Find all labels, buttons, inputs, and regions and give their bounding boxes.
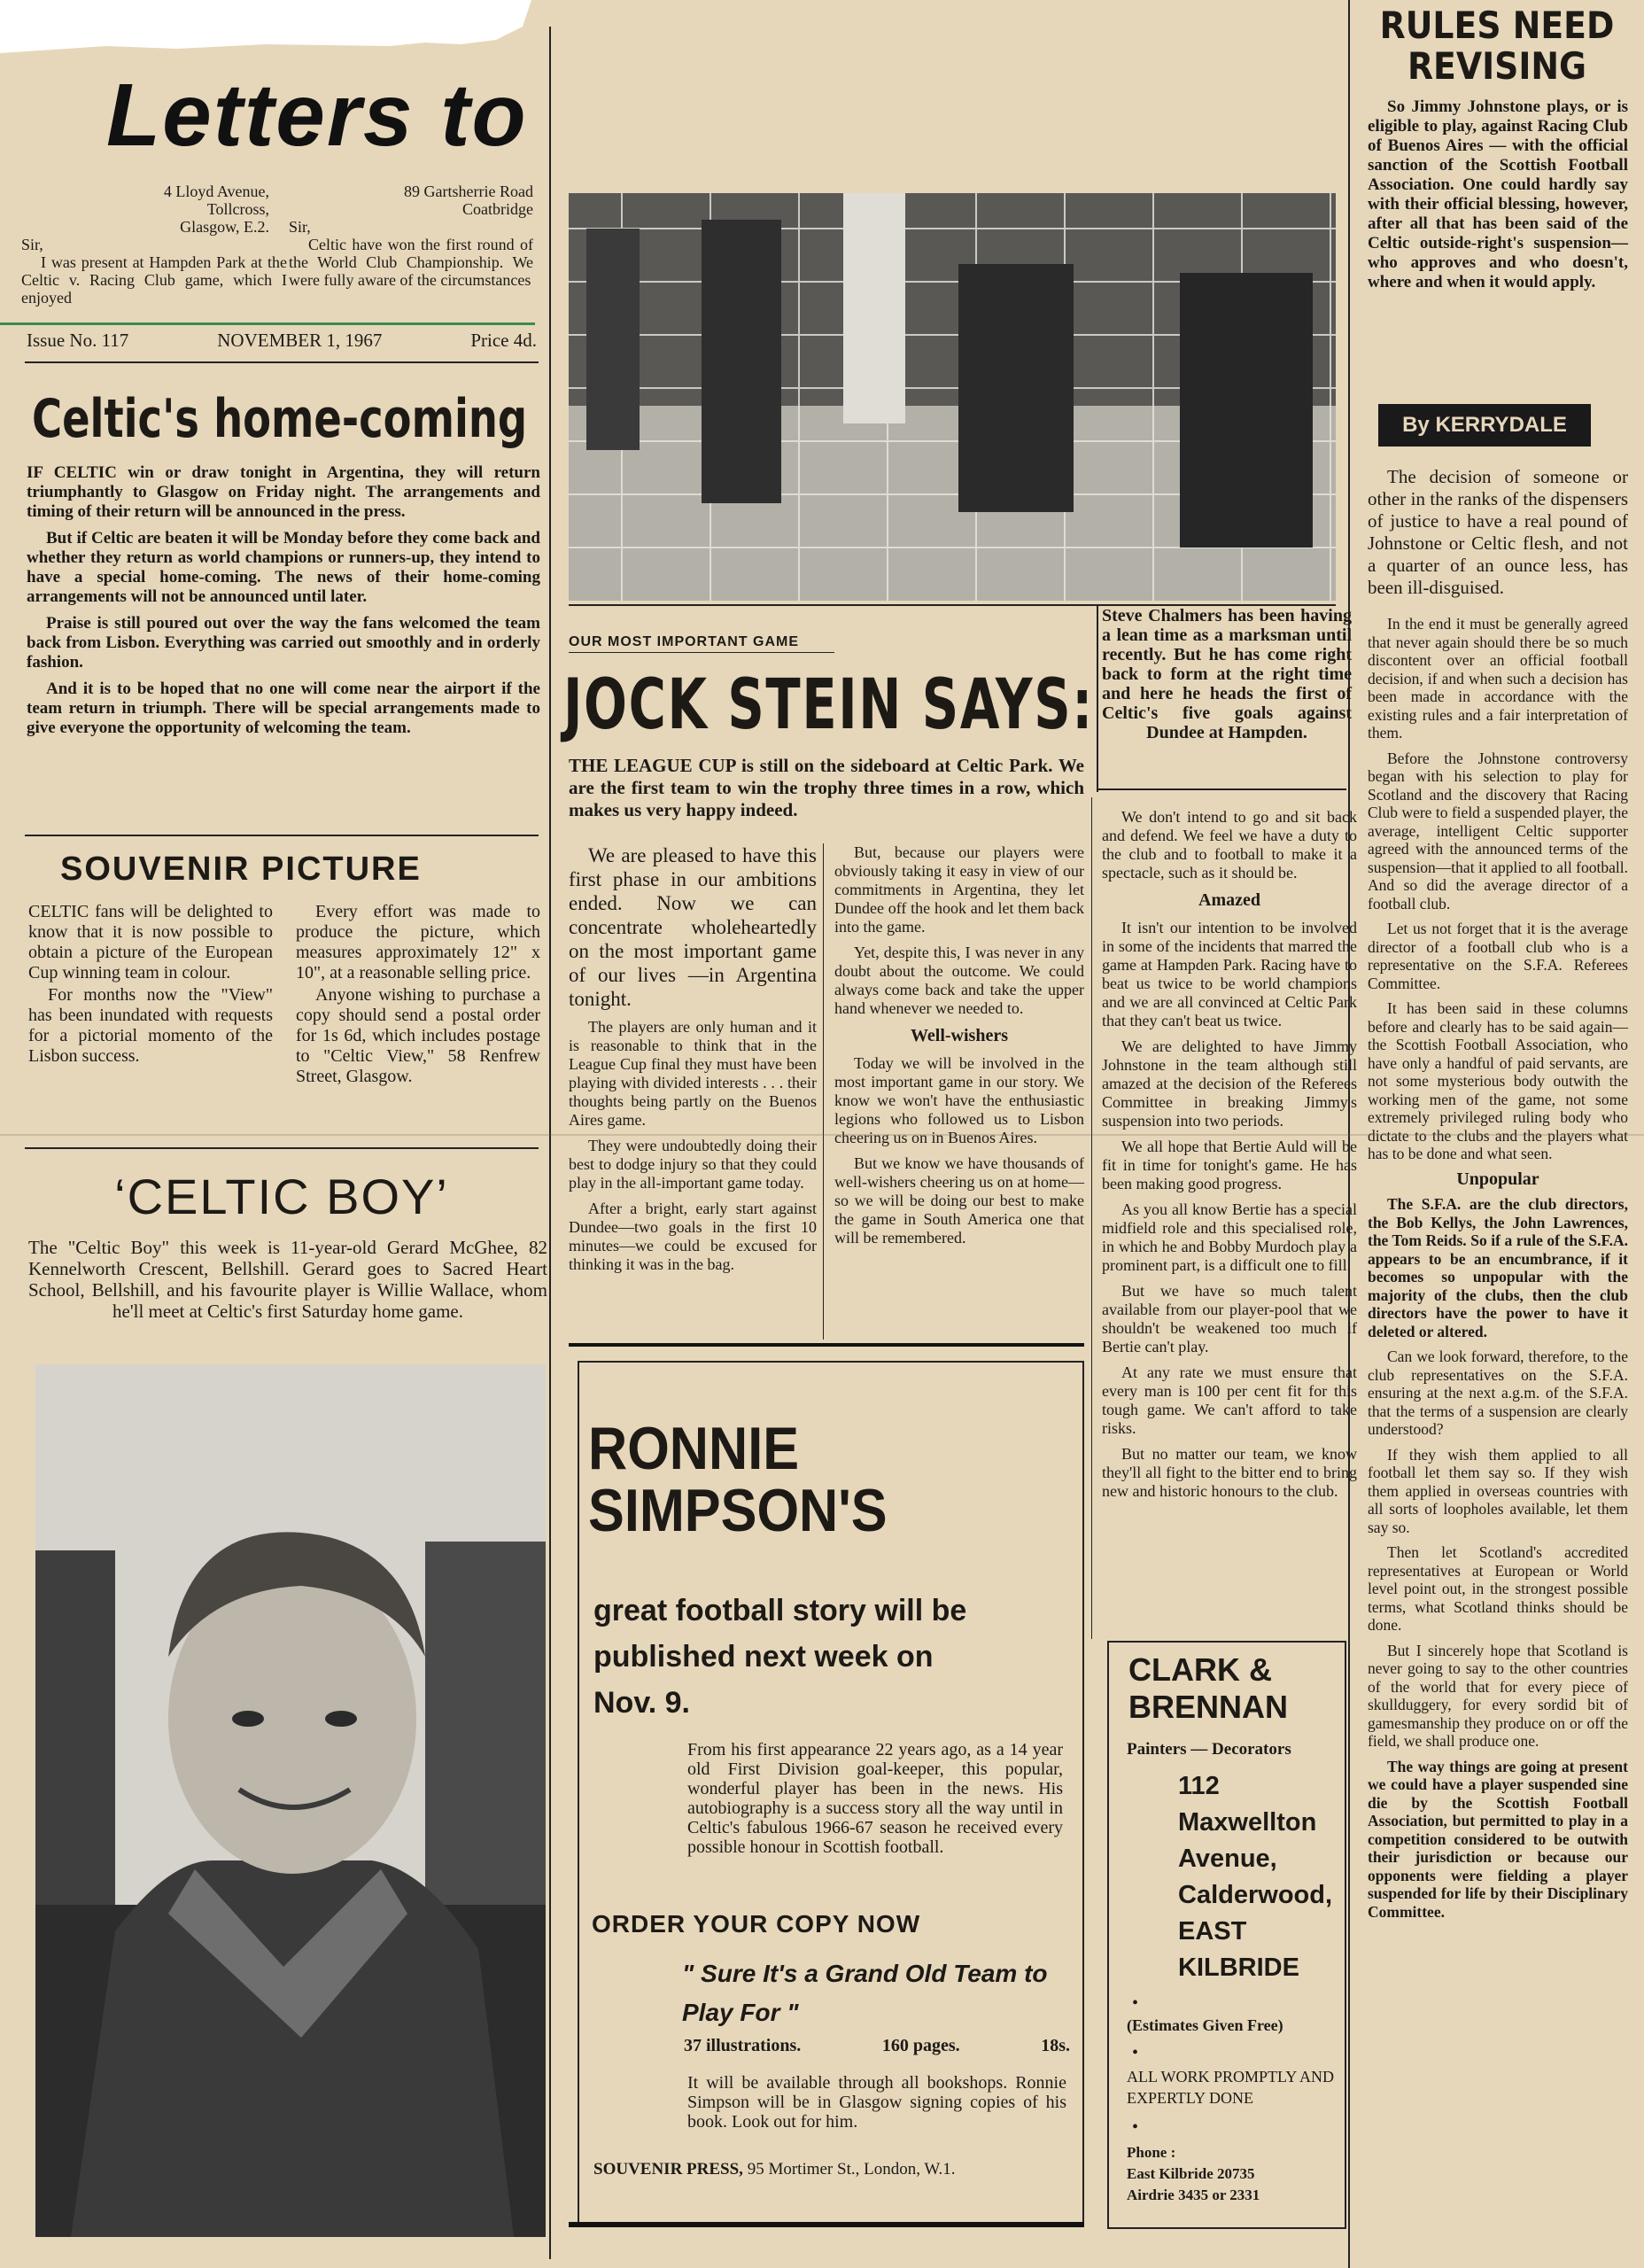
stein-paragraph: But, because our players were obviously taking it easy in view of our commitments in Argentina, they let Dundee off the hook and let them back into the game.	[834, 843, 1084, 936]
issue-price: Price 4d.	[470, 330, 537, 351]
rules-paragraph: Let us not forget that it is the average director of a football club who is a representative on the S.F.A. Referees Committee.	[1368, 920, 1628, 992]
rules-lead	[1368, 97, 1628, 299]
clark-ad-estimates: (Estimates Given Free)	[1127, 2016, 1283, 2034]
rules-paragraph: In the end it must be generally agreed that never again should there be so much discontent over an official football decision, if and when such a decision has been made in accordance with the existing rules and a fair interpretation of them.	[1368, 615, 1628, 742]
souvenir-col-1	[28, 902, 273, 1074]
souvenir-paragraph: CELTIC fans will be delighted to know that it is now possible to obtain a picture of the European Cup winning team in colour.	[28, 902, 273, 983]
clark-ad-promise: ALL WORK PROMPTLY AND EXPERTLY DONE	[1127, 2068, 1335, 2107]
masthead-title: Letters to	[106, 66, 528, 165]
simpson-ad-body: From his first appearance 22 years ago, as a 14 year old First Division goal-keeper, this popular, wonderful player has been in the news. His autobiography is a success story all the way until in Celtic's fabulous 1966-67 season he received every possible honour in Scottish football.	[687, 1740, 1063, 1857]
letter-1-salutation: Sir,	[21, 236, 43, 253]
letter-1-text: I was present at Hampden Park at the Celtic v. Racing Club game, which I enjoyed	[21, 253, 287, 307]
clark-ad-address-line: Maxwellton	[1178, 1808, 1317, 1837]
stein-lead: THE LEAGUE CUP is still on the sideboard at Celtic Park. We are the first team to win the trophy three times in a row, which makes us very happy indeed.	[569, 755, 1084, 820]
divider	[569, 652, 834, 653]
rules-paragraph: Can we look forward, therefore, to the club representatives on the S.F.A. ensuring at the next a.g.m. of the S.F.A. that the terms of a suspension are clearly understood?	[1368, 1348, 1628, 1438]
divider	[25, 1147, 539, 1149]
clark-ad-address-line: Calderwood,	[1178, 1881, 1333, 1909]
simpson-ad-pages: 160 pages.	[881, 2036, 960, 2055]
clark-ad-address-line: Avenue,	[1178, 1845, 1277, 1873]
souvenir-paragraph: For months now the "View" has been inundated with requests for a pictorial momento of the Lisbon success.	[28, 985, 273, 1066]
simpson-ad-order: ORDER YOUR COPY NOW	[592, 1910, 921, 1938]
rules-paragraph: If they wish them applied to all football let them say so. If they wish them applied in overseas countries with all sorts of loopholes available, let them say so.	[1368, 1445, 1628, 1536]
clark-ad-phone: East Kilbride 20735	[1127, 2165, 1255, 2182]
stein-paragraph: We are pleased to have this first phase in our ambitions ended. Now we can concentrate wholeheartedly on the most important game of our lives —in Argentina tonight.	[569, 844, 817, 1010]
rules-intro	[1368, 466, 1628, 606]
souvenir-paragraph: Every effort was made to produce the picture, which measures approximately 12" x 10", at a reasonable selling price.	[296, 902, 540, 983]
homecoming-paragraph: Praise is still poured out over the way the fans welcomed the team back from Lisbon. Everything was carried out smoothly and in orderly fashion.	[27, 614, 540, 672]
homecoming-paragraph: IF CELTIC win or draw tonight in Argentina, they will return triumphantly to Glasgow on Friday night. The arrangements and timing of their return will be announced in the press.	[27, 463, 540, 521]
rules-paragraph: The decision of someone or other in the ranks of the dispensers of justice to have a real pound of Johnstone or Celtic flesh, and not a quarter of an ounce less, has been ill-disguised.	[1368, 466, 1628, 598]
stein-kicker: OUR MOST IMPORTANT GAME	[569, 634, 800, 649]
homecoming-paragraph: But if Celtic are beaten it will be Monday before they come back and whether they return as world champions or runners-up, they intend to have a special home-coming. The news of their home-coming arrangements will not be announced until later.	[27, 529, 540, 606]
celtic-boy-text: The "Celtic Boy" this week is 11-year-old Gerard McGhee, 82 Kennelworth Crescent, Bellshill. Gerard goes to Sacred Heart School, Bellshill, and his favourite player is Willie Wallace, whom he'll meet at Celtic's first Saturday home game.	[28, 1237, 547, 1322]
rules-paragraph: It has been said in these columns before and clearly has to be said again—the Scottish Football Association, who have only a handful of paid servants, are not some mysterious body outwith the working men of the game, not some extremely privileged ruling body who dictate to the clubs and the players what has to be done and what seen.	[1368, 999, 1628, 1162]
simpson-ad-title: RONNIE SIMPSON'S	[588, 1415, 888, 1544]
divider	[1097, 788, 1346, 790]
photo-caption: Steve Chalmers has been having a lean time as a marksman until recently. But he has come right back to form at the right time and here he heads the first of Celtic's five goals against Dundee at Hampden.	[1102, 606, 1352, 742]
letter-2-salutation: Sir,	[289, 218, 311, 236]
stein-col-3	[1102, 808, 1357, 1508]
simpson-ad-publisher-address: 95 Mortimer St., London, W.1.	[747, 2160, 956, 2179]
masthead-title-box	[106, 66, 540, 165]
simpson-ad-price: 18s.	[1041, 2036, 1070, 2055]
clark-ad-phone: Airdrie 3435 or 2331	[1127, 2186, 1260, 2203]
celtic-boy-photo	[35, 1364, 546, 2237]
rules-paragraph: So Jimmy Johnstone plays, or is eligible to play, against Racing Club of Buenos Aires — with the official sanction of the Scottish Football Association. One could hardly say with their official blessing, however, after all that has been said of the Celtic outside-right's suspension—who approves and who doesn't, where and when it would apply.	[1368, 97, 1628, 291]
stein-paragraph: After a bright, early start against Dundee—two goals in the first 10 minutes—we could be excused for thinking it was in the bag.	[569, 1200, 817, 1273]
rules-byline: By KERRYDALE	[1378, 404, 1591, 447]
letter-1-address	[21, 183, 287, 236]
fold-crease	[0, 1134, 1644, 1136]
rules-paragraph: The way things are going at present we could have a player suspended sine die by the Scottish Football Association, but permitted to play in a competition considered to be outwith their jurisdiction or because our opponents were fielding a player suspended for life by their Disciplinary Committee.	[1368, 1757, 1628, 1921]
simpson-ad-publisher: SOUVENIR PRESS,	[593, 2160, 743, 2179]
stein-paragraph: But we have so much talent available from our player-pool that we shouldn't be weakened too much if Bertie can't play.	[1102, 1282, 1357, 1355]
stein-paragraph: Today we will be involved in the most important game in our story. We know we won't have the enthusiastic legions who followed us to Lisbon cheering us on in Buenos Aires.	[834, 1054, 1084, 1146]
stein-paragraph: We don't intend to go and sit back and defend. We feel we have a duty to the club and to football to make it a spectacle, such as it should be.	[1102, 808, 1357, 882]
letter-1-address-line: Glasgow, E.2.	[180, 218, 269, 236]
issue-line	[27, 330, 537, 352]
stein-col-1	[569, 843, 817, 1281]
souvenir-headline: SOUVENIR PICTURE	[60, 850, 422, 888]
clark-ad-address-line: KILBRIDE	[1178, 1953, 1299, 1982]
stein-col-2	[834, 843, 1084, 1254]
stein-subhead: Amazed	[1198, 890, 1260, 910]
stein-paragraph: We are delighted to have Jimmy Johnstone in the team although still amazed at the decision of the Referees Committee in breaking Jimmy's suspension into two periods.	[1102, 1037, 1357, 1130]
simpson-ad-availability: It will be available through all bookshops. Ronnie Simpson will be in Glasgow signing copies of his book. Look out for him.	[687, 2073, 1066, 2132]
column-divider	[1091, 797, 1092, 1639]
simpson-ad-illustrations: 37 illustrations.	[684, 2036, 802, 2055]
rules-body	[1368, 615, 1628, 1928]
goal-photo-image	[569, 193, 1336, 601]
divider	[25, 361, 539, 363]
homecoming-headline: Celtic's home-coming	[32, 388, 528, 450]
stein-paragraph: The players are only human and it is reasonable to think that in the League Cup final they must have been playing with divided interests . . . their thoughts being partly on the Buenos Aires game.	[569, 1018, 817, 1129]
stein-paragraph: We all hope that Bertie Auld will be fit in time for tonight's game. He has been making good progress.	[1102, 1138, 1357, 1192]
stein-headline: JOCK STEIN SAYS:	[563, 665, 1094, 745]
letter-2-address-line: 89 Gartsherrie Road	[404, 183, 533, 200]
letter-1-address-line: 4 Lloyd Avenue,	[163, 183, 269, 200]
column-divider	[549, 27, 551, 2259]
simpson-ad-tagline: great football story will be published next week on Nov. 9.	[593, 1594, 967, 1720]
rules-subhead: Unpopular	[1456, 1169, 1539, 1189]
column-divider	[823, 843, 824, 1340]
divider	[25, 835, 539, 836]
simpson-ad-details	[684, 2036, 1070, 2056]
simpson-ad-book-title: " Sure It's a Grand Old Team to Play For "	[682, 1960, 1048, 2026]
green-pen-line	[0, 322, 535, 325]
boy-photo-image	[35, 1364, 546, 2237]
letter-2-address	[289, 183, 533, 218]
rules-paragraph: Before the Johnstone controversy began with his selection to play for Scotland and the discovery that Racing Club were to field a suspended player, the average, intelligent Celtic supporter agreed with the announced terms of the suspension—that it applied to all football. And so did the average director of a football club.	[1368, 749, 1628, 913]
souvenir-paragraph: Anyone wishing to purchase a copy should send a postal order for 1s 6d, which includes postage to "Celtic View," 58 Renfrew Street, Glasgow.	[296, 985, 540, 1086]
letter-2-text: Celtic have won the first round of the World Club Championship. We were fully aware of the circumstances	[289, 236, 533, 289]
homecoming-paragraph: And it is to be hoped that no one will come near the airport if the team return in triumph. There will be special arrangements made to give everyone the opportunity of welcoming the team.	[27, 680, 540, 737]
letter-1-address-line: Tollcross,	[206, 200, 269, 218]
stein-paragraph: But we know we have thousands of well-wishers cheering us on at home—so we will be doing our best to make the game in South America one that will be remembered.	[834, 1154, 1084, 1247]
stein-paragraph: It isn't our intention to be involved in some of the incidents that marred the game at Hampden Park. Racing have to beat us twice to be world champions and we are all convinced at Celtic Park that they can't beat us twice.	[1102, 919, 1357, 1029]
clark-ad-name: CLARK & BRENNAN	[1128, 1651, 1288, 1725]
clark-ad-address-line: EAST	[1178, 1917, 1247, 1946]
stein-subhead: Well-wishers	[911, 1026, 1008, 1045]
letter-2	[289, 183, 533, 289]
clark-ad-phone-label: Phone :	[1127, 2144, 1176, 2161]
clark-ad-address	[1178, 1768, 1338, 1986]
letter-2-address-line: Coatbridge	[462, 200, 533, 218]
clark-ad-bullet: •	[1132, 1993, 1139, 2013]
rules-paragraph: Then let Scotland's accredited representatives at European or World level point out, in the strongest possible terms, what Scotland thinks should be done.	[1368, 1543, 1628, 1634]
clark-ad-bullet: •	[1132, 2117, 1139, 2137]
clark-ad-phones	[1127, 2142, 1336, 2206]
clark-ad-bullet: •	[1132, 2043, 1139, 2062]
stein-paragraph: At any rate we must ensure that every man is 100 per cent fit for this tough game. We can't afford to take risks.	[1102, 1363, 1357, 1437]
souvenir-col-2	[296, 902, 540, 1094]
ad-bottom-bar	[569, 2222, 1084, 2227]
rules-paragraph: The S.F.A. are the club directors, the Bob Kellys, the John Lawrences, the Tom Reids. So if a rule of the S.F.A. appears to be an encumbrance, if it becomes so unpopular with the majority of the clubs, then the club directors have the power to have it deleted or altered.	[1368, 1195, 1628, 1340]
homecoming-story	[27, 463, 540, 745]
clark-ad-trade: Painters — Decorators	[1127, 1740, 1291, 1759]
letter-1	[21, 183, 287, 307]
rules-headline: RULES NEED REVISING	[1379, 4, 1615, 88]
celtic-boy-headline: ‘CELTIC BOY’	[114, 1169, 449, 1224]
simpson-ad-publisher-line	[593, 2160, 1072, 2179]
column-divider	[1097, 606, 1098, 792]
stein-paragraph: As you all know Bertie has a special midfield role and this specialised role, in which he and Bobby Murdoch play a prominent part, is a difficult one to fill.	[1102, 1200, 1357, 1274]
stein-paragraph: Yet, despite this, I was never in any doubt about the outcome. We could always come back and take the upper hand whenever we needed to.	[834, 944, 1084, 1017]
chalmers-goal-photo	[569, 193, 1336, 601]
clark-ad-address-line: 112	[1178, 1772, 1220, 1800]
issue-number: Issue No. 117	[27, 330, 129, 351]
stein-paragraph: They were undoubtedly doing their best to dodge injury so that they could play in the all-important game today.	[569, 1137, 817, 1192]
issue-date: NOVEMBER 1, 1967	[217, 330, 383, 351]
ad-top-bar	[569, 1343, 1084, 1347]
stein-paragraph: But no matter our team, we know they'll all fight to the bitter end to bring new and historic honours to the club.	[1102, 1445, 1357, 1500]
rules-paragraph: But I sincerely hope that Scotland is never going to say to the other countries of the world that for every piece of skullduggery, for every sordid bit of gamesmanship they produce on or off the field, we shall produce one.	[1368, 1641, 1628, 1750]
